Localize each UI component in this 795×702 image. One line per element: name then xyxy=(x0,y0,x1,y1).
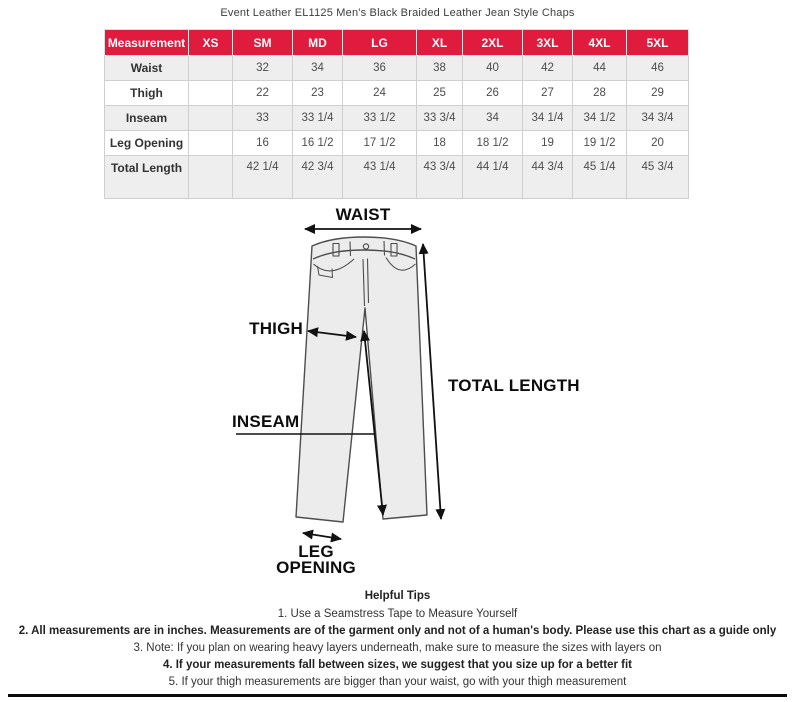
column-header-4xl: 4XL xyxy=(573,30,627,56)
size-cell: 22 xyxy=(233,81,293,106)
row-label: Leg Opening xyxy=(105,131,189,156)
size-cell: 44 1/4 xyxy=(463,156,523,199)
size-cell: 24 xyxy=(343,81,417,106)
tip-item-3: 3. Note: If you plan on wearing heavy layers underneath, make sure to measure the sizes with layers on xyxy=(133,642,662,654)
column-header-xl: XL xyxy=(417,30,463,56)
size-cell: 40 xyxy=(463,56,523,81)
pants-size-diagram xyxy=(0,200,795,595)
row-label: Thigh xyxy=(105,81,189,106)
size-cell: 23 xyxy=(293,81,343,106)
size-cell: 17 1/2 xyxy=(343,131,417,156)
size-cell: 34 xyxy=(293,56,343,81)
size-chart-table xyxy=(104,29,689,199)
waist-label: WAIST xyxy=(335,205,391,224)
size-cell: 33 1/2 xyxy=(343,106,417,131)
size-cell: 34 xyxy=(463,106,523,131)
size-cell: 16 xyxy=(233,131,293,156)
leg-opening-label-line1: LEG xyxy=(298,542,334,561)
table-row xyxy=(105,156,689,199)
size-cell: 43 1/4 xyxy=(343,156,417,199)
row-label: Inseam xyxy=(105,106,189,131)
tip-item-4: 4. If your measurements fall between sizes, we suggest that you size up for a better fit xyxy=(162,659,633,671)
size-cell: 29 xyxy=(627,81,689,106)
pants-outline-shape xyxy=(296,237,427,522)
column-header-5xl: 5XL xyxy=(627,30,689,56)
column-header-md: MD xyxy=(293,30,343,56)
row-label: Total Length xyxy=(105,156,189,199)
size-cell: 32 xyxy=(233,56,293,81)
column-header-xs: XS xyxy=(189,30,233,56)
tips-heading: Helpful Tips xyxy=(364,590,431,602)
column-header-lg: LG xyxy=(343,30,417,56)
tip-item-5: 5. If your thigh measurements are bigger than your waist, go with your thigh measurement xyxy=(168,676,627,688)
size-cell: 18 xyxy=(417,131,463,156)
size-cell: 20 xyxy=(627,131,689,156)
size-cell: 26 xyxy=(463,81,523,106)
inseam-label: INSEAM xyxy=(232,412,300,431)
tip-item-2: 2. All measurements are in inches. Measurements are of the garment only and not of a human's body. Please use this chart as a guide only xyxy=(18,625,777,637)
size-cell: 38 xyxy=(417,56,463,81)
pants-illustration xyxy=(296,237,427,522)
size-cell: 33 3/4 xyxy=(417,106,463,131)
size-cell xyxy=(189,131,233,156)
leg-opening-label-line2: OPENING xyxy=(276,557,356,577)
bottom-divider xyxy=(8,694,787,697)
table-header-row xyxy=(105,30,689,56)
size-cell: 42 3/4 xyxy=(293,156,343,199)
size-cell: 36 xyxy=(343,56,417,81)
size-cell: 19 1/2 xyxy=(573,131,627,156)
table-row xyxy=(105,56,689,81)
column-header-2xl: 2XL xyxy=(463,30,523,56)
size-cell: 18 1/2 xyxy=(463,131,523,156)
column-header-sm: SM xyxy=(233,30,293,56)
leg-opening-label xyxy=(270,544,362,575)
tip-item-1: 1. Use a Seamstress Tape to Measure Yourself xyxy=(277,608,518,620)
page-title: Event Leather EL1125 Men's Black Braided Leather Jean Style Chaps xyxy=(220,7,575,19)
size-cell: 28 xyxy=(573,81,627,106)
size-cell: 27 xyxy=(523,81,573,106)
size-cell: 33 xyxy=(233,106,293,131)
total-length-label: TOTAL LENGTH xyxy=(448,376,580,395)
size-cell: 34 1/2 xyxy=(573,106,627,131)
waist-button-icon xyxy=(363,244,368,249)
leg-opening-arrow xyxy=(303,533,341,539)
size-cell: 44 3/4 xyxy=(523,156,573,199)
size-cell: 34 1/4 xyxy=(523,106,573,131)
size-cell: 43 3/4 xyxy=(417,156,463,199)
row-label: Waist xyxy=(105,56,189,81)
size-cell: 44 xyxy=(573,56,627,81)
thigh-label: THIGH xyxy=(249,319,303,338)
size-cell: 42 1/4 xyxy=(233,156,293,199)
size-cell xyxy=(189,56,233,81)
size-chart-body xyxy=(105,56,689,199)
column-header-measurement: Measurement xyxy=(105,30,189,56)
table-row xyxy=(105,106,689,131)
column-header-3xl: 3XL xyxy=(523,30,573,56)
size-cell: 45 3/4 xyxy=(627,156,689,199)
size-cell: 46 xyxy=(627,56,689,81)
table-row xyxy=(105,81,689,106)
size-cell: 33 1/4 xyxy=(293,106,343,131)
size-cell: 45 1/4 xyxy=(573,156,627,199)
size-cell: 19 xyxy=(523,131,573,156)
size-cell: 16 1/2 xyxy=(293,131,343,156)
size-cell xyxy=(189,106,233,131)
table-row xyxy=(105,131,689,156)
size-cell xyxy=(189,81,233,106)
size-cell: 25 xyxy=(417,81,463,106)
size-cell: 42 xyxy=(523,56,573,81)
size-cell xyxy=(189,156,233,199)
size-cell: 34 3/4 xyxy=(627,106,689,131)
